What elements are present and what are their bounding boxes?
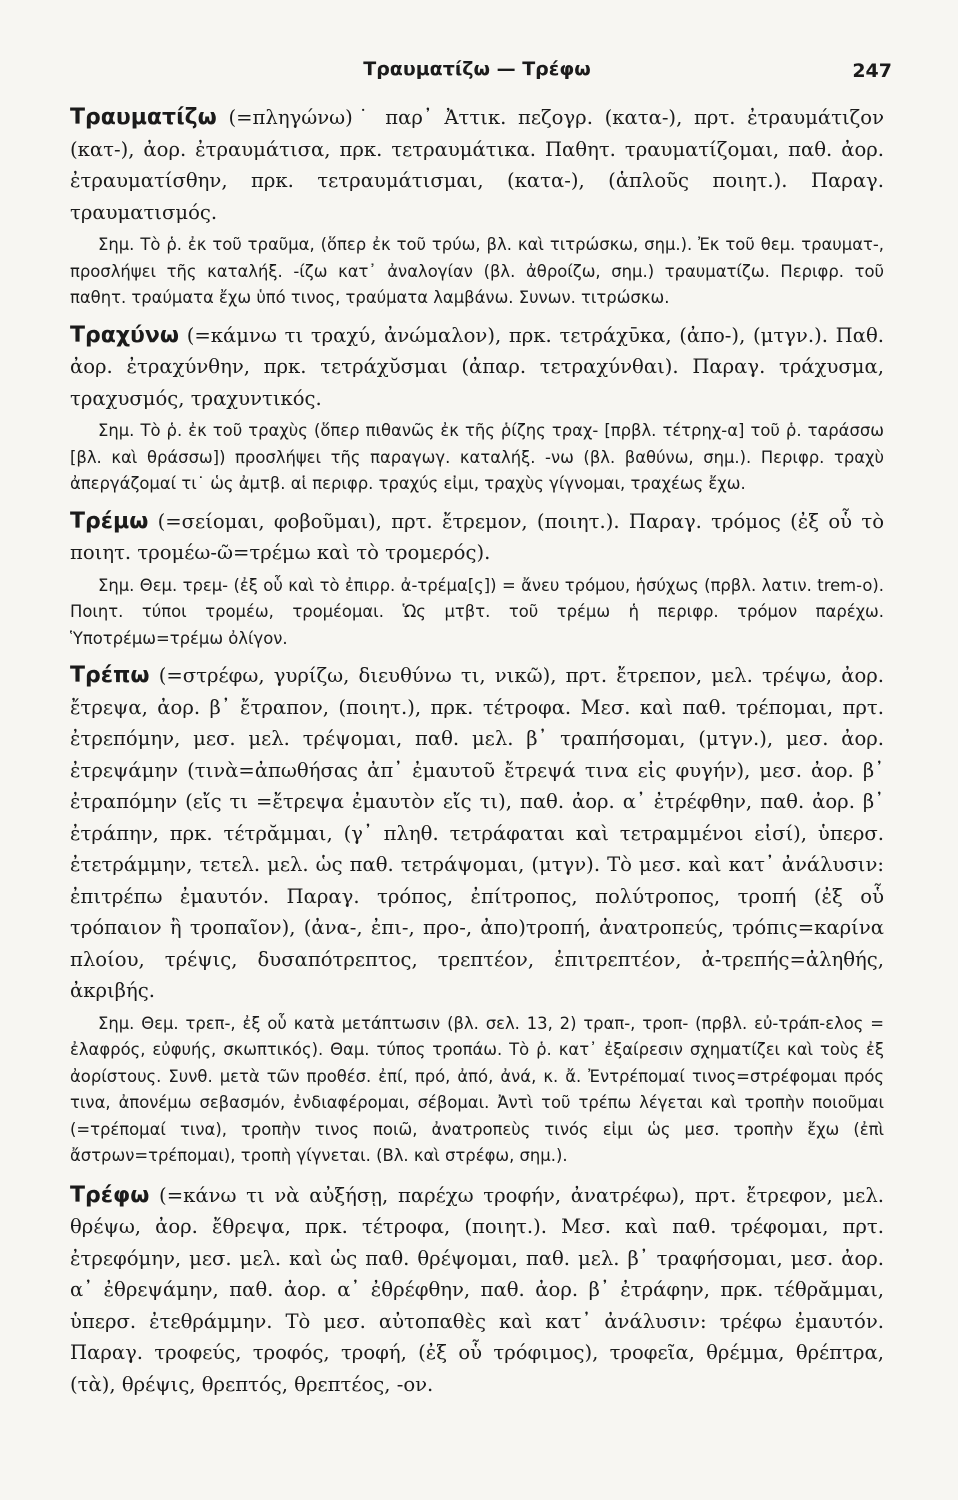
entry-text	[70, 102, 884, 228]
note-text: Σημ. Θεμ. τρεμ- (ἐξ οὗ καὶ τὸ ἐπιρρ. ἀ-τρέμα[ς]) = ἄνευ τρόμου, ἡσύχως (πρβλ. λατιν. trem-o). Ποιητ. τύποι τρομέω, τρομέομαι. Ὡς μτβτ. τοῦ τρέμω ἡ περιφρ. τρόμον παρέχω. Ὑποτρέμω=τρέμω ὀλίγον.	[70, 575, 884, 648]
entry-text	[70, 660, 884, 1007]
entry-body: (=κάμνω τι τραχύ, ἀνώμαλον), πρκ. τετράχῡκα, (ἀπο-), (μτγν.). Παθ. ἀορ. ἐτραχύνθην, πρκ. τετράχῠσμαι (ἀπαρ. τετραχύνθαι). Παραγ. τράχυσμα, τραχυσμός, τραχυντικός.	[70, 323, 884, 410]
note-text: Σημ. Θεμ. τρεπ-, ἐξ οὗ κατὰ μετάπτωσιν (βλ. σελ. 13, 2) τραπ-, τροπ- (πρβλ. εὐ-τράπ-ελος = ἐλαφρός, εὐφυής, σκωπτικός). Θαμ. τύπος τροπάω. Τὸ ῥ. κατ᾽ ἐξαίρεσιν σχηματίζει καὶ τοὺς ἐξ ἀορίστους. Συνθ. μετὰ τῶν προθέσ. ἐπί, πρό, ἀπό, ἀνά, κ. ἄ. Ἐντρέπομαί τινος=στρέφομαι πρός τινα, ἀπονέμω σεβασμόν, ἐνδιαφέρομαι, σέβομαι. Ἀντὶ τοῦ τρέπω λέγεται καὶ τροπὴν ποιοῦμαι (=τρέπομαί τινα), τροπὴν τινος ποιῶ, ἀνατροπεὺς τινός εἰμι ὡς μεσ. τροπὴν ἔχω (ἐπὶ ἄστρων=τρέπομαι), τροπὴ γίγνεται. (Βλ. καὶ στρέφω, σημ.).	[70, 1013, 884, 1165]
entry-note	[70, 418, 884, 498]
entry-body: (=στρέφω, γυρίζω, διευθύνω τι, νικῶ), πρτ. ἔτρεπον, μελ. τρέψω, ἀορ. ἔτρεψα, ἀορ. β᾽ ἔτραπον, (ποιητ.), πρκ. τέτροφα. Μεσ. καὶ παθ. τρέπομαι, πρτ. ἐτρεπόμην, μεσ. μελ. τρέψομαι, παθ. μελ. β᾽ τραπήσομαι, (μτγν.), μεσ. ἀορ. ἐτρεψάμην (τινὰ=ἀπωθήσας ἀπ᾽ ἐμαυτοῦ ἔτρεψά τινα εἰς φυγήν), μεσ. ἀορ. β᾽ ἐτραπόμην (εἴς τι =ἔτρεψα ἐμαυτὸν εἴς τι), παθ. ἀορ. α᾽ ἐτρέφθην, παθ. ἀορ. β᾽ ἐτράπην, πρκ. τέτρᾰμμαι, (γ᾽ πληθ. τετράφαται καὶ τετραμμένοι εἰσί), ὑπερσ. ἐτετράμμην, τετελ. μελ. ὡς παθ. τετράψομαι, (μτγν). Τὸ μεσ. καὶ κατ᾽ ἀνάλυσιν: ἐπιτρέπω ἐμαυτόν. Παραγ. τρόπος, ἐπίτροπος, πολύτροπος, τροπή (ἐξ οὗ τρόπαιον ἢ τροπαῖον), (ἀνα-, ἐπι-, προ-, ἀπο)τροπή, ἀνατροπεύς, τρόπις=καρίνα πλοίου, τρέψις, δυσαπότρεπτος, τρεπτέον, ἐπιτρεπτέον, ἀ-τρεπής=ἀληθής, ἀκριβής.	[70, 664, 884, 1002]
page-header	[70, 54, 892, 94]
entry-trepo	[70, 660, 884, 1170]
entry-text	[70, 1180, 884, 1401]
entry-body: (=πληγώνω)˙ παρ᾽ Ἀττικ. πεζογρ. (κατα-), πρτ. ἐτραυμάτιζον (κατ-), ἀορ. ἐτραυμάτισα, πρκ. τετραυμάτικα. Παθητ. τραυματίζομαι, παθ. ἀορ. ἐτραυματίσθην, πρκ. τετραυμάτισμαι, (κατα-), (ἁπλοῦς ποιητ.). Παραγ. τραυματισμός.	[70, 106, 884, 224]
headword: Τραυματίζω	[70, 105, 217, 130]
note-text: Σημ. Τὸ ῥ. ἐκ τοῦ τραῦμα, (ὅπερ ἐκ τοῦ τρύω, βλ. καὶ τιτρώσκω, σημ.). Ἐκ τοῦ θεμ. τραυματ-, προσλήψει τῆς καταλήξ. -ίζω κατ᾽ ἀναλογίαν (βλ. ἀθροίζω, σημ.) τραυματίζω. Περιφρ. τοῦ παθητ. τραύματα ἔχω ὑπό τινος, τραύματα λαμβάνω. Συνων. τιτρώσκω.	[70, 235, 884, 307]
entry-note	[70, 1011, 884, 1170]
entry-traumatizo	[70, 102, 884, 312]
headword: Τρέμω	[70, 508, 149, 534]
entry-note	[70, 573, 884, 653]
entry-trachyno	[70, 320, 884, 498]
headword: Τρέπω	[70, 663, 150, 688]
headword: Τραχύνω	[70, 322, 180, 348]
entry-trepho	[70, 1180, 884, 1401]
entry-text	[70, 506, 884, 569]
note-text: Σημ. Τὸ ῥ. ἐκ τοῦ τραχὺς (ὅπερ πιθανῶς ἐκ τῆς ῥίζης τραχ- [πρβλ. τέτρηχ-α] τοῦ ῥ. ταράσσω [βλ. καὶ θράσσω]) προσλήψει τῆς παραγωγ. καταλήξ. -νω (βλ. βαθύνω, σημ.). Περιφρ. τραχὺ ἀπεργάζομαί τι˙ ὡς ἀμτβ. αἱ περιφρ. τραχύς εἰμι, τραχὺς γίγνομαι, τραχέως ἔχω.	[70, 421, 884, 493]
entry-body: (=κάνω τι νὰ αὐξήσῃ, παρέχω τροφήν, ἀνατρέφω), πρτ. ἔτρεφον, μελ. θρέψω, ἀορ. ἔθρεψα, πρκ. τέτροφα, (ποιητ.). Μεσ. καὶ παθ. τρέφομαι, πρτ. ἐτρεφόμην, μεσ. μελ. καὶ ὡς παθ. θρέψομαι, παθ. μελ. β᾽ τραφήσομαι, μεσ. ἀορ. α᾽ ἐθρεψάμην, παθ. ἀορ. α᾽ ἐθρέφθην, παθ. ἀορ. β᾽ ἐτράφην, πρκ. τέθρᾰμμαι, ὑπερσ. ἐτεθράμμην. Τὸ μεσ. αὐτοπαθὲς καὶ κατ᾽ ἀνάλυσιν: τρέφω ἐμαυτόν. Παραγ. τροφεύς, τροφός, τροφή, (ἐξ οὗ τρόφιμος), τροφεῖα, θρέμμα, θρέπτρα, (τὰ), θρέψις, θρεπτός, θρεπτέος, -ον.	[70, 1183, 884, 1396]
entry-tremo	[70, 506, 884, 653]
page-number: 247	[852, 60, 892, 82]
running-head: Τραυματίζω — Τρέφω	[363, 58, 591, 80]
headword: Τρέφω	[70, 1182, 150, 1208]
entry-note	[70, 232, 884, 312]
entry-body: (=σείομαι, φοβοῦμαι), πρτ. ἔτρεμον, (ποιητ.). Παραγ. τρόμος (ἐξ οὗ τὸ ποιητ. τρομέω-ῶ=τρέμω καὶ τὸ τρομερός).	[70, 509, 884, 564]
entry-text	[70, 320, 884, 415]
